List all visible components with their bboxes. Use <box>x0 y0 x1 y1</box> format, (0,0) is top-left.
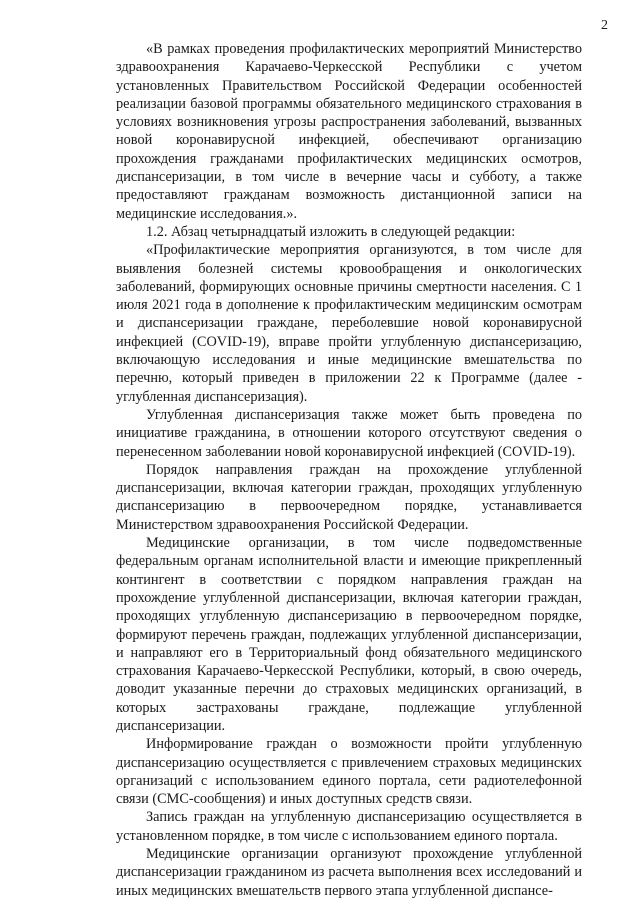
paragraph-referral-procedure: Порядок направления граждан на прохождение углубленной диспансеризации, включая категории граждан, проходящих углубленную диспансеризацию в первоочередном порядке, устанавливается Министерством здравоохранения Российской Федерации. <box>116 461 582 533</box>
paragraph-amendment-heading: 1.2. Абзац четырнадцатый изложить в следующей редакции: <box>146 223 516 240</box>
paragraph-organization-of-exam: Медицинские организации организуют прохождение углубленной диспансеризации гражданином из расчета выполнения всех исследований и иных медицинских вмешательств первого этапа углубленной диспансе- <box>116 846 582 899</box>
paragraph-appointment-booking: Запись граждан на углубленную диспансеризацию осуществляется в установленном порядке, в том числе с использованием единого портала. <box>116 809 582 844</box>
paragraph-intro-quote: «В рамках проведения профилактических мероприятий Министерство здравоохранения Карачаево-Черкесской Республики с учетом установленных Правительством Российской Федерации особенностей реализации базовой программы обязательного медицинского страхования в условиях возникновения угрозы распространения заболеваний, вызванных новой коронавирусной инфекцией, обеспечивают организацию прохождения гражданами профилактических медицинских осмотров, диспансеризации, в том числе в вечерние часы и субботу, а также предоставляют гражданам возможность дистанционной записи на медицинские исследования.». <box>116 41 582 222</box>
paragraph-citizen-initiative: Углубленная диспансеризация также может быть проведена по инициативе гражданина, в отношении которого отсутствуют сведения о перенесенном заболевании новой коронавирусной инфекцией (COVID-19). <box>116 406 582 460</box>
page-number: 2 <box>601 18 608 33</box>
paragraph-preventive-measures: «Профилактические мероприятия организуются, в том числе для выявления болезней системы кровообращения и онкологических заболеваний, формирующих основные причины смертности населения. С 1 июля 2021 года в дополнение к профилактическим медицинским осмотрам и диспансеризации граждане, переболевшие новой коронавирусной инфекцией (COVID-19), вправе пройти углубленную диспансеризацию, включающую исследования и иные медицинские вмешательства по перечню, который приведен в приложении 22 к Программе (далее - углубленная диспансеризация). <box>116 242 582 405</box>
paragraph-informing-citizens: Информирование граждан о возможности пройти углубленную диспансеризацию осуществляется с привлечением страховых медицинских организаций с использованием единого портала, сети радиотелефонной связи (СМС-сообщения) и иных доступных средств связи. <box>116 736 582 808</box>
paragraph-medical-organizations: Медицинские организации, в том числе подведомственные федеральным органам исполнительной власти и имеющие прикрепленный контингент в соответствии с порядком направления граждан на прохождение углубленной диспансеризации, включая категории граждан, проходящих углубленную диспансеризацию в первоочередном порядке, формируют перечень граждан, подлежащих углубленной диспансеризации, и направляют его в Территориальный фонд обязательного медицинского страхования Карачаево-Черкесской Республики, который, в свою очередь, доводит указанные перечни до страховых медицинских организаций, в которых застрахованы граждане, подлежащие углубленной диспансеризации. <box>116 535 582 734</box>
document-body <box>116 40 582 900</box>
